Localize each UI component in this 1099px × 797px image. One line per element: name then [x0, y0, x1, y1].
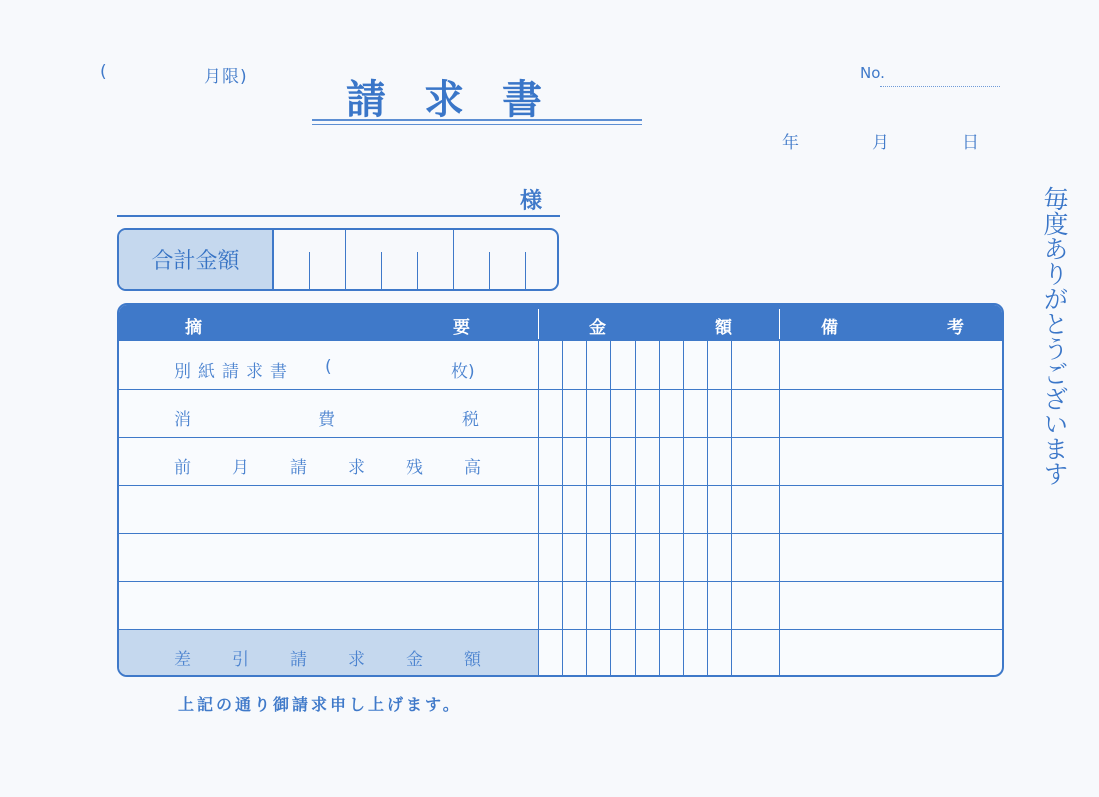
row-divider	[119, 533, 1002, 534]
row-text: 別	[174, 362, 191, 382]
deadline-label: 月限)	[204, 67, 248, 87]
page-title: 請求書	[346, 77, 580, 123]
row-text: 枚)	[451, 362, 475, 382]
addressee-suffix: 様	[520, 189, 543, 214]
row-divider	[119, 581, 1002, 582]
diff-row-text: 差	[174, 650, 191, 670]
amount-digit-line	[731, 341, 732, 677]
header-remarks-2: 考	[947, 318, 964, 338]
row-text: 月	[232, 458, 249, 478]
row-text: 税	[462, 410, 479, 430]
row-divider	[119, 485, 1002, 486]
date-day-label: 日	[962, 133, 979, 153]
title-underline	[312, 119, 642, 121]
table-header	[119, 305, 1002, 341]
diff-row-text: 請	[290, 650, 307, 670]
deadline-open-paren: (	[100, 62, 108, 82]
row-text: 前	[174, 458, 191, 478]
amount-digit-line	[562, 341, 563, 677]
row-text: 費	[318, 410, 335, 430]
header-summary-1: 摘	[185, 318, 202, 338]
total-digit-tick	[309, 252, 310, 291]
diff-row-text: 引	[232, 650, 249, 670]
row-divider	[119, 437, 1002, 438]
row-text: 高	[464, 458, 481, 478]
date-month-label: 月	[872, 133, 889, 153]
title-underline-2	[312, 124, 642, 125]
total-amount-box[interactable]	[117, 228, 559, 291]
total-digit-tick	[489, 252, 490, 291]
total-digit-tick	[381, 252, 382, 291]
row-text: (	[325, 357, 332, 377]
row-text: 求	[348, 458, 365, 478]
total-divider	[345, 230, 346, 291]
diff-row-text: 求	[348, 650, 365, 670]
amount-digit-line	[707, 341, 708, 677]
amount-digit-line	[659, 341, 660, 677]
column-divider	[779, 341, 780, 677]
total-digit-tick	[525, 252, 526, 291]
header-remarks-1: 備	[821, 318, 838, 338]
total-digit-tick	[417, 252, 418, 291]
row-text: 残	[406, 458, 423, 478]
column-divider	[538, 341, 539, 677]
amount-digit-line	[683, 341, 684, 677]
row-text: 求	[246, 362, 263, 382]
number-field[interactable]	[880, 86, 1000, 87]
header-divider	[538, 309, 539, 339]
number-label: No.	[860, 64, 885, 82]
header-summary-2: 要	[453, 318, 470, 338]
date-year-label: 年	[782, 133, 799, 153]
header-amount-1: 金	[589, 318, 606, 338]
row-text: 請	[290, 458, 307, 478]
header-divider	[779, 309, 780, 339]
amount-digit-line	[610, 341, 611, 677]
date-field[interactable]	[780, 128, 990, 152]
amount-digit-line	[586, 341, 587, 677]
total-divider	[453, 230, 454, 291]
row-text: 紙	[198, 362, 215, 382]
row-divider	[119, 389, 1002, 390]
total-amount-label: 合計金額	[119, 230, 274, 289]
closing-statement: 上記の通り御請求申し上げます。	[178, 695, 462, 714]
addressee-field[interactable]	[117, 215, 560, 217]
thanks-message: 毎度ありがとうございます	[1040, 186, 1069, 486]
diff-row-text: 金	[406, 650, 423, 670]
row-divider	[119, 629, 1002, 630]
amount-digit-line	[635, 341, 636, 677]
row-text: 請	[222, 362, 239, 382]
row-text: 書	[270, 362, 287, 382]
header-amount-2: 額	[715, 318, 732, 338]
invoice-table	[117, 303, 1004, 677]
diff-row-text: 額	[464, 650, 481, 670]
row-text: 消	[174, 410, 191, 430]
